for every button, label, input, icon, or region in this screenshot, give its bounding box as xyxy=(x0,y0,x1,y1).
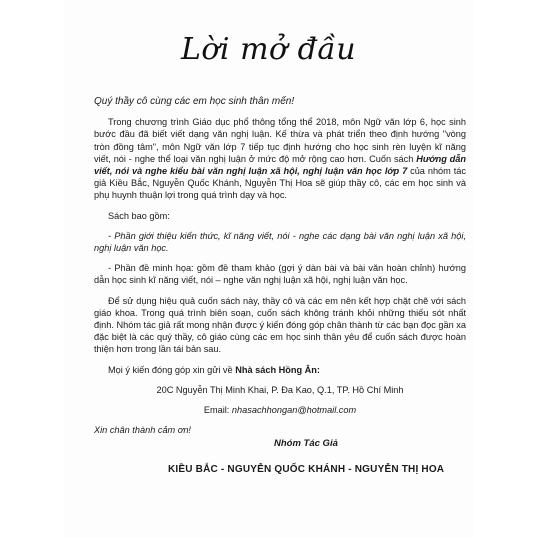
book-title: Hướng dẫn viết, nói và nghe kiểu bài văn nghị luận xã hội, nghị luận văn học lớp 7 xyxy=(94,153,466,177)
preface-body xyxy=(94,96,466,444)
author-group-label: Nhóm Tác Giả xyxy=(274,438,338,449)
intro-paragraph xyxy=(94,116,466,201)
feedback-line xyxy=(94,364,466,376)
email-address[interactable]: nhasachhongan@hotmail.com xyxy=(231,405,357,416)
greeting: Quý thầy cô cùng các em học sinh thân mến! xyxy=(94,96,295,107)
publisher-address: 20C Nguyễn Thị Minh Khai, P. Đa Kao, Q.1, TP. Hồ Chí Minh xyxy=(156,384,404,395)
intro-text-start: Trong chương trình Giáo dục phổ thông tổng thể 2018, môn Ngữ văn lớp 6, học sinh bước đầu đã biết viết dạng văn nghị luận. Kế thừa và phát triển theo định hướng "vòng tròn đồng tâm", môn Ngữ văn lớp 7 tiếp tục định hướng cho học sinh rèn luyện kĩ năng viết, nói - nghe thể loại văn nghị luận ở mức độ mở rộng cao hơn. Cuốn sách xyxy=(94,117,466,164)
intro-text-end: của nhóm tác giả Kiều Bắc, Nguyễn Quốc Khánh, Nguyễn Thị Hoa sẽ giúp thầy cô, các em học sinh và phụ huynh thuận lợi trong quá trình dạy và học. xyxy=(94,166,466,201)
contents-heading: Sách bao gồm: xyxy=(108,210,170,221)
feedback-prefix: Mọi ý kiến đóng góp xin gửi về xyxy=(108,364,236,375)
email-label: Email: xyxy=(203,405,232,416)
email-line xyxy=(94,404,466,416)
author-names: KIỀU BẮC - NGUYỄN QUỐC KHÁNH - NGUYỄN THỊ HOA xyxy=(168,464,445,475)
contents-part-1: - Phần giới thiệu kiến thức, kĩ năng viết, nói - nghe các dạng bài văn nghị luận xã hội, nghị luận văn học. xyxy=(94,230,466,254)
page-title: Lời mở đầu xyxy=(180,32,357,67)
contents-part-2: - Phần đề minh họa: gồm đề tham khảo (gợi ý dàn bài và bài văn hoàn chỉnh) hướng dẫn học sinh kĩ năng viết, nói – nghe văn nghị luận xã hội, nghị luận văn học. xyxy=(94,263,466,286)
usage-paragraph: Để sử dụng hiệu quả cuốn sách này, thầy cô và các em nên kết hợp chặt chẽ với sách giáo khoa. Trong quá trình biên soạn, cuốn sách không tránh khỏi những thiếu sót nhất định. Nhóm tác giả rất mong nhận được ý kiến đóng góp chân thành từ các bạn đọc gần xa đặc biệt là các quý thầy, cô giáo cùng các em học sinh thân yêu để cuốn sách được hoàn thiện hơn trong lần tái bản sau. xyxy=(94,295,466,355)
thanks-note: Xin chân thành cảm ơn! xyxy=(94,425,191,436)
publisher-name: Nhà sách Hồng Ân: xyxy=(235,364,320,375)
